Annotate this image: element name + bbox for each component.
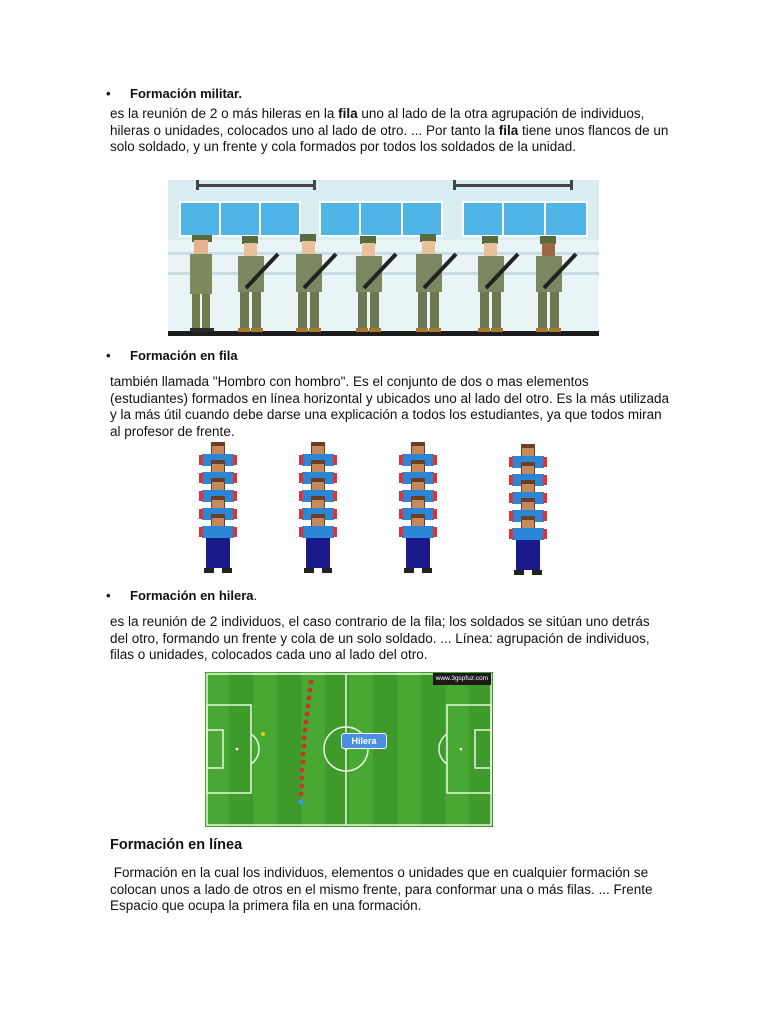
bullet-heading-formacion-en-hilera — [106, 588, 258, 603]
paragraph-text: uno al lado de la otra agrupación de individuos, hileras o unidades, colocados uno al lado de otro. ... Por tanto la — [110, 106, 645, 138]
paragraph-text: tiene unos flancos de un solo soldado, y un frente y cola formados por todos los soldados de la unidad. — [110, 122, 669, 154]
student-column — [509, 444, 547, 575]
bullet-heading-formacion-militar — [106, 86, 242, 101]
heading-formacion-en-linea: Formación en línea — [110, 837, 243, 853]
paragraph-text: es la reunión de 2 o más hileras en la — [110, 106, 339, 121]
watermark-badge — [433, 673, 491, 685]
bullet-dot: • — [106, 348, 111, 363]
paragraph-formacion-en-fila: también llamada "Hombro con hombro". Es el conjunto de dos o mas elementos (estudiantes) formados en línea horizontal y ubicados uno al lado del otro. Es la más utilizada y la más útil cuando debe darse una explicación a todos los estudiantes, ya que todos miran al profesor de frente. — [110, 374, 670, 439]
heading-text: Formación en hilera — [130, 588, 254, 603]
student-column — [199, 442, 237, 573]
students-in-columns-illustration — [196, 440, 566, 580]
paragraph-formacion-en-hilera: es la reunión de 2 individuos, el caso contrario de la fila; los soldados se sitúan uno detrás del otro, formando un frente y cola de un solo soldado. ... Línea: agrupación de individuos, filas o unidades, colocados cada uno al lado del otro. — [110, 614, 650, 662]
bullet-dot: • — [106, 588, 111, 603]
paragraph-formacion-militar — [110, 106, 670, 156]
student-column — [299, 442, 337, 573]
heading-suffix: . — [253, 588, 258, 603]
hilera-label-button[interactable]: Hilera — [341, 733, 387, 749]
bold-term: fila — [498, 122, 519, 138]
heading-text: Formación en fila — [130, 348, 238, 363]
watermark-text: www.3gspfuz.com — [435, 675, 489, 682]
bold-term: fila — [338, 106, 358, 121]
soccer-field-illustration — [205, 672, 493, 827]
bullet-heading-formacion-en-fila — [106, 348, 238, 363]
paragraph-formacion-en-linea: Formación en la cual los individuos, elementos o unidades que en cualquier formación se colocan unos a lado de otros en el mismo frente, para conformar una o más filas. ... Frente Espacio que ocupa la primera fila en una formación. — [110, 865, 657, 913]
heading-text: Formación militar. — [130, 86, 242, 101]
soldiers-illustration — [168, 180, 599, 336]
bullet-dot: • — [106, 86, 111, 101]
student-column — [399, 442, 437, 573]
